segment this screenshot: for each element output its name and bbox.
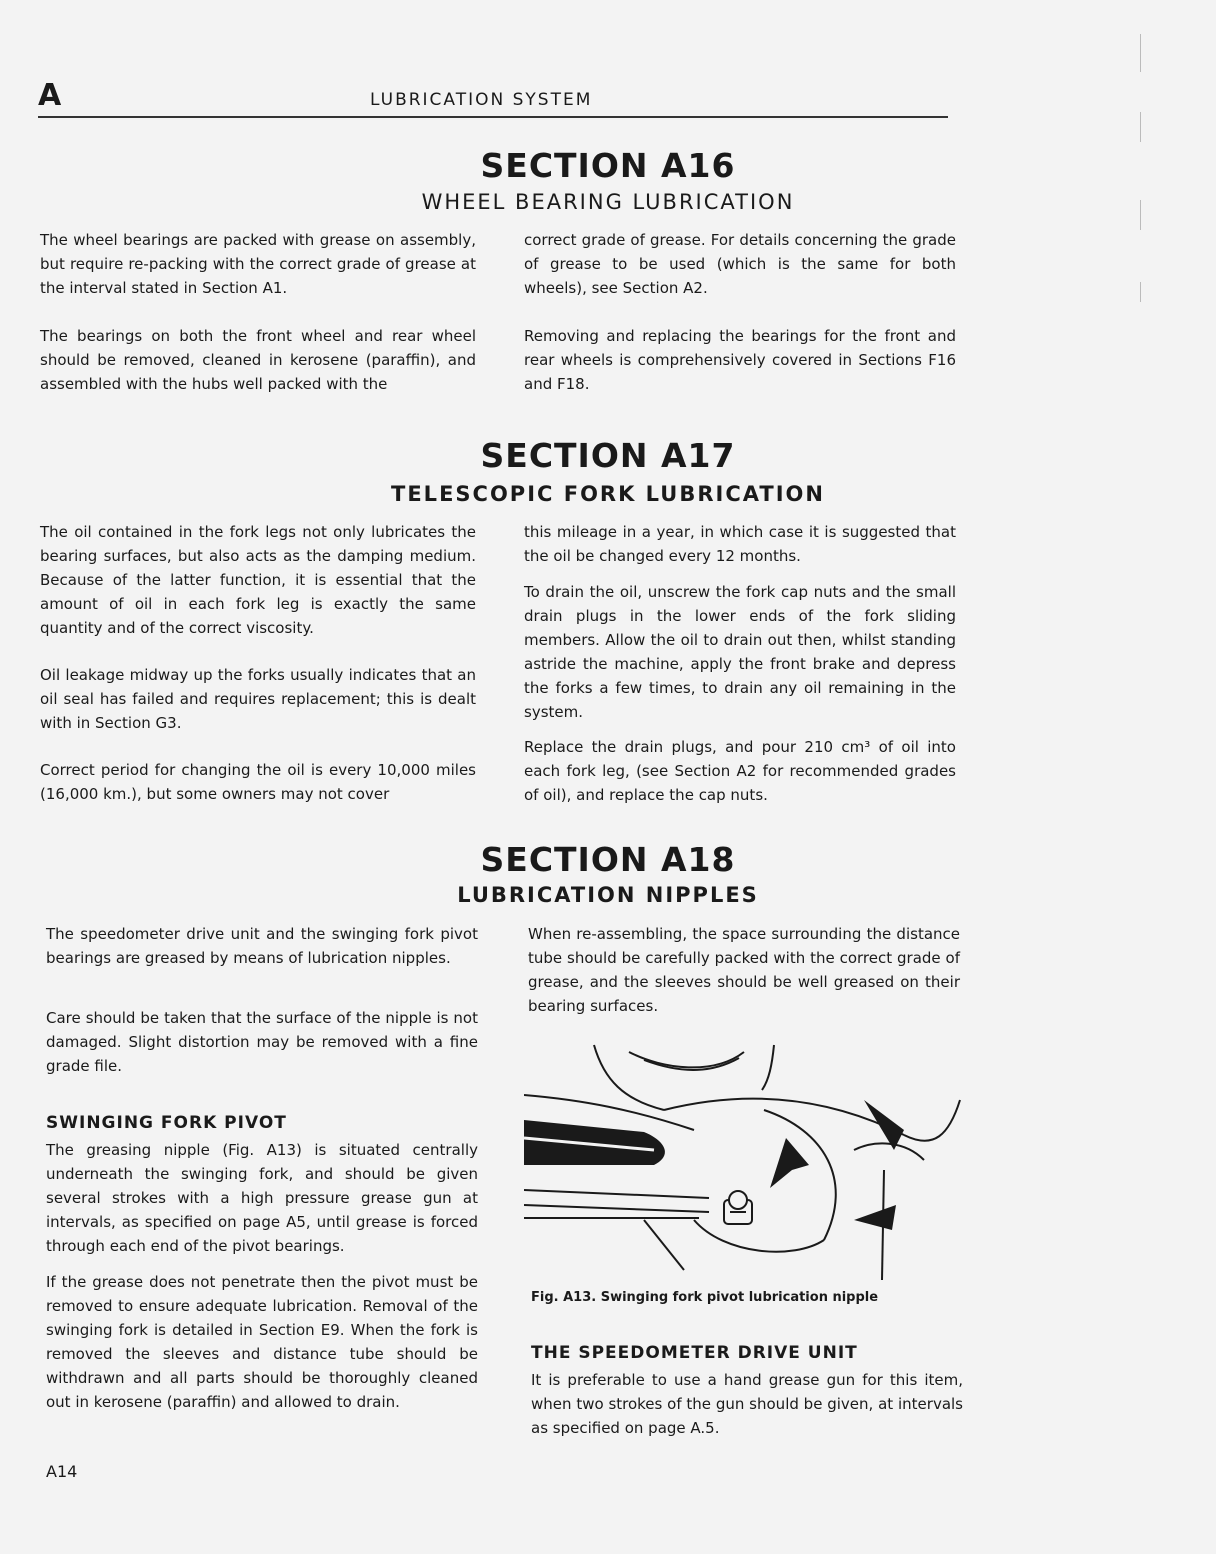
fork-outline bbox=[594, 1045, 664, 1110]
a16-paragraph: Removing and replacing the bearings for the front and rear wheels is comprehensively covered in Sections F16 and F18. bbox=[524, 327, 956, 393]
section-a17-subtitle: TELESCOPIC FORK LUBRICATION bbox=[391, 482, 825, 506]
a17-paragraph: Oil leakage midway up the forks usually indicates that an oil seal has failed and requires replacement; this is dealt with in Section G3. bbox=[40, 666, 476, 732]
a17-paragraph: Replace the drain plugs, and pour 210 cm³ of oil into each fork leg, (see Section A2 for recommended grades of oil), and replace the cap nuts. bbox=[524, 738, 956, 804]
a18-paragraph: When re-assembling, the space surrounding the distance tube should be carefully packed with the correct grade of grease, and the sleeves should be well greased on their bearing surfaces. bbox=[528, 925, 960, 1015]
a17-paragraph: Correct period for changing the oil is every 10,000 miles (16,000 km.), but some owners may not cover bbox=[40, 761, 476, 803]
figure-caption: Fig. A13. Swinging fork pivot lubrication nipple bbox=[531, 1290, 879, 1305]
section-a17-title: SECTION A17 bbox=[480, 436, 736, 475]
speedometer-paragraph: It is preferable to use a hand grease gun for this item, when two strokes of the gun should be given, at intervals as specified on page A.5. bbox=[531, 1371, 963, 1437]
section-a16-subtitle: WHEEL BEARING LUBRICATION bbox=[421, 190, 795, 214]
a17-paragraph: To drain the oil, unscrew the fork cap nuts and the small drain plugs in the lower ends of the fork sliding members. Allow the oil to drain out then, whilst standing astride the machine, apply the front brake and depress the forks a few times, to drain any oil remaining in the system. bbox=[524, 583, 956, 721]
a16-paragraph: The wheel bearings are packed with grease on assembly, but require re-packing with the correct grade of grease at the interval stated in Section A1. bbox=[40, 231, 476, 297]
arrow-icon bbox=[770, 1138, 809, 1188]
scan-mark bbox=[1140, 34, 1141, 72]
grease-nipple-icon bbox=[724, 1191, 752, 1224]
swinging-fork-paragraph: If the grease does not penetrate then the pivot must be removed to ensure adequate lubrication. Removal of the swinging fork is detailed in Section E9. When the fork is removed the sleeves and distance tube should be withdrawn and all parts should be thoroughly cleaned out in kerosene (paraffin) and allowed to drain. bbox=[46, 1273, 478, 1411]
header-rule bbox=[38, 116, 948, 118]
a17-paragraph: The oil contained in the fork legs not only lubricates the bearing surfaces, but also acts as the damping medium. Because of the latter function, it is essential that the amount of oil in each fork leg is exactly the same quantity and of the correct viscosity. bbox=[40, 523, 476, 637]
section-letter: A bbox=[38, 78, 62, 113]
speedometer-drive-heading: THE SPEEDOMETER DRIVE UNIT bbox=[531, 1343, 858, 1363]
chapter-title: LUBRICATION SYSTEM bbox=[370, 90, 593, 110]
scan-mark bbox=[1140, 112, 1141, 142]
a18-paragraph: The speedometer drive unit and the swinging fork pivot bearings are greased by means of lubrication nipples. bbox=[46, 925, 478, 967]
a16-paragraph: correct grade of grease. For details concerning the grade of grease to be used (which is the same for both wheels), see Section A2. bbox=[524, 231, 956, 297]
a18-paragraph: Care should be taken that the surface of the nipple is not damaged. Slight distortion may be removed with a fine grade file. bbox=[46, 1009, 478, 1075]
section-a18-title: SECTION A18 bbox=[480, 840, 736, 879]
a17-paragraph: this mileage in a year, in which case it is suggested that the oil be changed every 12 months. bbox=[524, 523, 956, 565]
scan-mark bbox=[1140, 282, 1141, 302]
section-a16-title: SECTION A16 bbox=[480, 146, 736, 185]
page-number: A14 bbox=[46, 1462, 78, 1481]
fig-a13-illustration bbox=[524, 1040, 964, 1280]
swinging-fork-pivot-heading: SWINGING FORK PIVOT bbox=[46, 1113, 287, 1133]
a16-paragraph: The bearings on both the front wheel and rear wheel should be removed, cleaned in kerosene (paraffin), and assembled with the hubs well packed with the bbox=[40, 327, 476, 393]
swing-arm-tube bbox=[524, 1120, 665, 1165]
hub-curve bbox=[629, 1052, 744, 1067]
section-a18-subtitle: LUBRICATION NIPPLES bbox=[457, 883, 759, 907]
swinging-fork-paragraph: The greasing nipple (Fig. A13) is situated centrally underneath the swinging fork, and should be given several strokes with a high pressure grease gun at intervals, as specified on page A5, until grease is forced through each end of the pivot bearings. bbox=[46, 1141, 478, 1255]
